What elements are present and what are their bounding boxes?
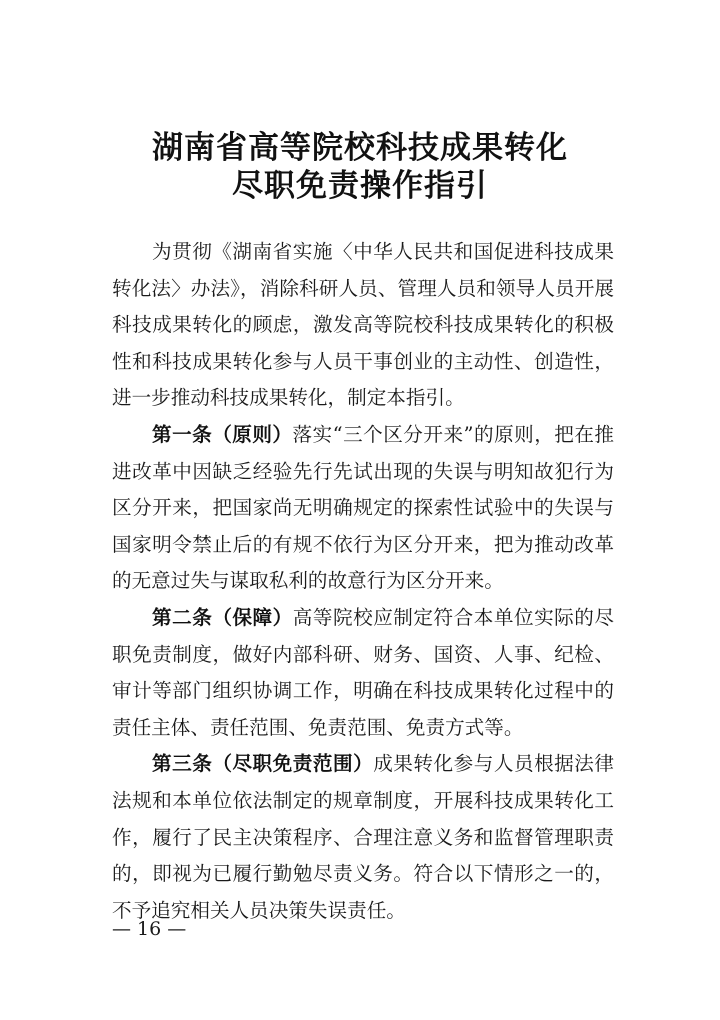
page-number: — 16 — xyxy=(112,918,187,940)
article-1 xyxy=(112,417,614,600)
document-body xyxy=(112,234,614,929)
article-1-text: 落实“三个区分开来”的原则，把在推进改革中因缺乏经验先行先试出现的失误与明知故犯行为区分开来，把国家尚无明确规定的探索性试验中的失误与国家明令禁止后的有规不依行为区分开来，把为推动改革的无意过失与谋取私利的故意行为区分开来。 xyxy=(112,422,615,593)
article-3-text: 成果转化参与人员根据法律法规和本单位依法制定的规章制度，开展科技成果转化工作，履行了民主决策程序、合理注意义务和监督管理职责的，即视为已履行勤勉尽责义务。符合以下情形之一的，不予追究相关人员决策失误责任。 xyxy=(112,752,614,922)
article-3 xyxy=(112,746,614,929)
article-2-heading: 第二条（保障） xyxy=(152,605,293,629)
article-2 xyxy=(112,600,614,746)
document-title-line-1: 湖南省高等院校科技成果转化 xyxy=(152,130,568,166)
article-2-text: 高等院校应制定符合本单位实际的尽职免责制度，做好内部科研、财务、国资、人事、纪检、审计等部门组织协调工作，明确在科技成果转化过程中的责任主体、责任范围、免责范围、免责方式等。 xyxy=(112,605,614,739)
article-3-heading: 第三条（尽职免责范围） xyxy=(152,752,374,776)
article-1-heading: 第一条（原则） xyxy=(152,422,293,446)
document-title-line-2: 尽职免责操作指引 xyxy=(232,168,488,204)
preamble-paragraph: 为贯彻《湖南省实施〈中华人民共和国促进科技成果转化法〉办法》，消除科研人员、管理人员和领导人员开展科技成果转化的顾虑，激发高等院校科技成果转化的积极性和科技成果转化参与人员干事创业的主动性、创造性，进一步推动科技成果转化，制定本指引。 xyxy=(112,240,614,410)
